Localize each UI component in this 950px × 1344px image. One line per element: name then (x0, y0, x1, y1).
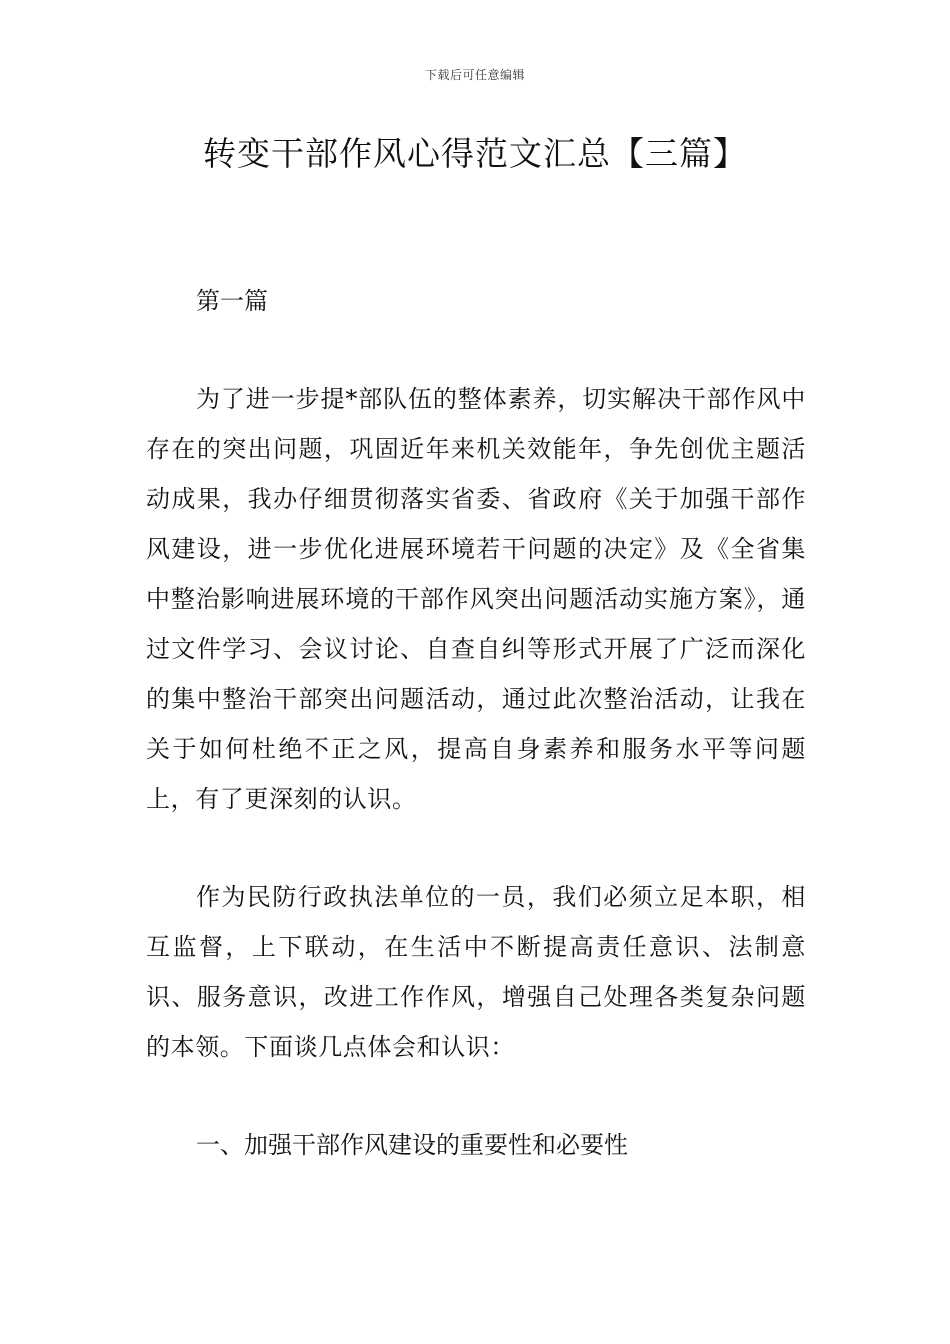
header-note: 下载后可任意编辑 (424, 68, 525, 82)
section-label: 第一篇 (196, 287, 268, 315)
body-paragraph: 作为民防行政执法单位的一员，我们必须立足本职，相互监督，上下联动，在生活中不断提高责任意识、法制意识、服务意识，改进工作作风，增强自己处理各类复杂问题的本领。下面谈几点体会和认识： (146, 883, 806, 1061)
section-heading: 一、加强干部作风建设的重要性和必要性 (196, 1131, 628, 1159)
body-paragraph: 为了进一步提*部队伍的整体素养，切实解决干部作风中存在的突出问题，巩固近年来机关效能年，争先创优主题活动成果，我办仔细贯彻落实省委、省政府《关于加强干部作风建设，进一步优化进展环境若干问题的决定》及《全省集中整治影响进展环境的干部作风突出问题活动实施方案》，通过文件学习、会议讨论、自查自纠等形式开展了广泛而深化的集中整治干部突出问题活动，通过此次整治活动，让我在关于如何杜绝不正之风，提高自身素养和服务水平等问题上，有了更深刻的认识。 (146, 385, 806, 813)
document-title: 转变干部作风心得范文汇总【三篇】 (203, 134, 747, 173)
